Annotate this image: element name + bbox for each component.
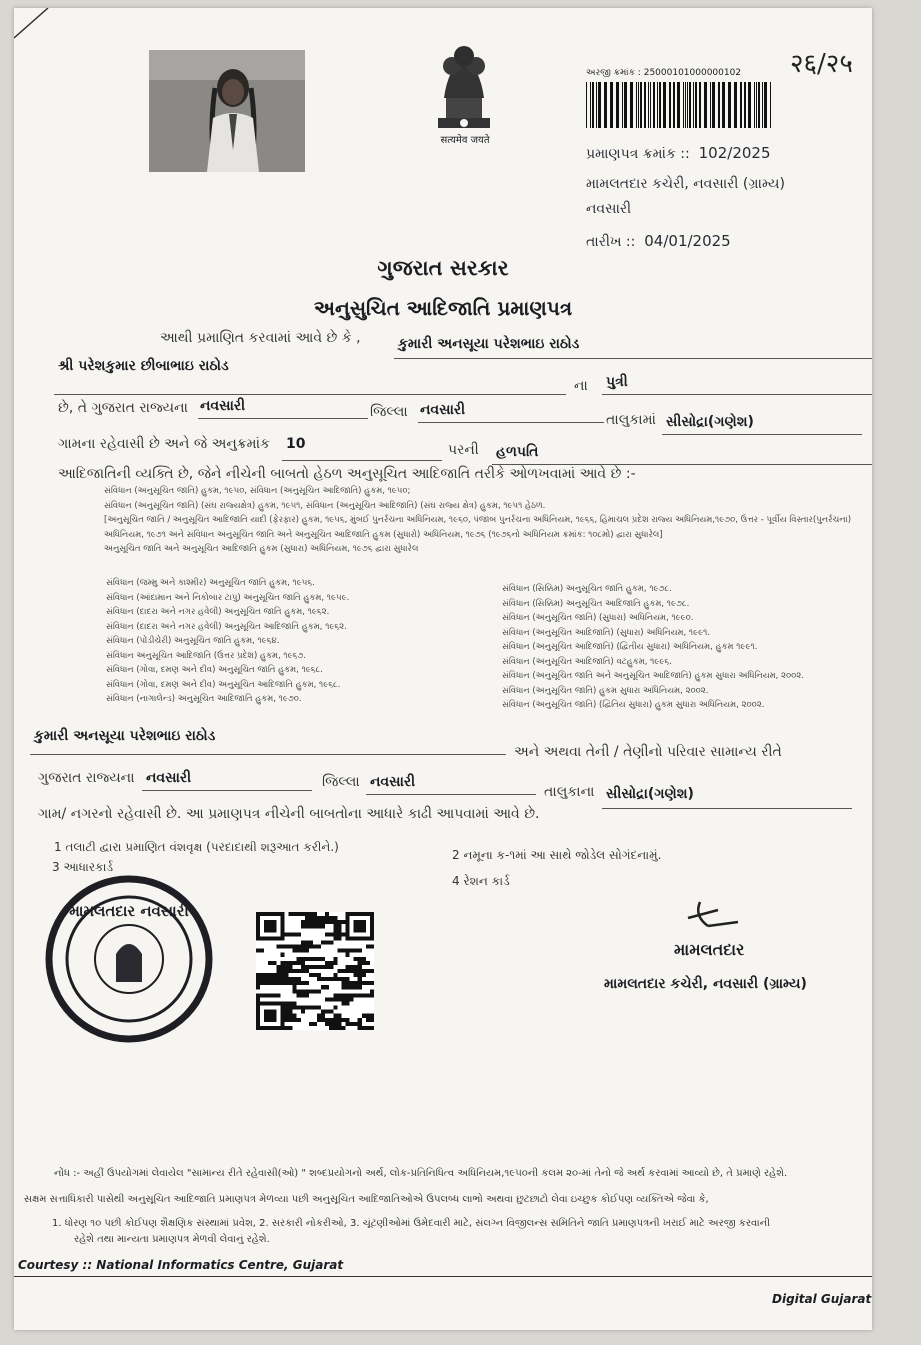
village-text: ગામના રહેવાસી છે અને જે અનુક્રમાંક	[58, 436, 270, 452]
district-2: નવસારી	[370, 774, 416, 790]
state-district: નવસારી	[200, 398, 246, 414]
state-district-2: નવસારી	[146, 770, 192, 786]
applicant-name: કુમારી અનસૂયા પરેશભાઇ રાઠોડ	[398, 336, 580, 352]
serial-number: 10	[286, 436, 306, 452]
emblem-motto: सत्यमेव जयते	[440, 135, 490, 146]
order-item: સંવિધાન (આંદામાન અને નિકોબાર ટાપુ) અનુસૂચિત જાતિ હુકમ, ૧૯૫૯.	[106, 592, 350, 603]
order-item: અધિનિયમ, ૧૯૭૧ અને સંવિધાન અનુસૂચિત જાતિ અને અનુસૂચિત આદિજાતિ હુકમ (સુધારો) અધિનિયમ, ૧૯૭૬ (૧૯૭૬નો અધિનિયમ ક્રમાંક: ૧૦૮મો) દ્વારા સુધારેલ]	[104, 529, 663, 540]
intro-text: આથી પ્રમાણિત કરવામાં આવે છે કે ,	[160, 330, 361, 346]
requirement-2: 2 નમૂના ક-૧માં આ સાથે જોડેલ સોગંદનામું.	[452, 848, 662, 862]
requirement-1: 1 તલાટી દ્વારા પ્રમાણિત વંશવૃક્ષ (પરદાદાથી શરૂઆત કરીને.)	[54, 840, 339, 854]
order-item: સંવિધાન (ગોવા, દમણ અને દીવ) અનુસૂચિત આદિજાતિ હુકમ, ૧૯૬૮.	[106, 679, 341, 690]
order-item: સંવિધાન (અનુસૂચિત જાતિ) હુકમ સુધારા અધિનિયમ, ૨૦૦૨.	[502, 685, 709, 696]
government-title: ગુજરાત સરકાર	[377, 256, 509, 280]
recognition-text: આદિજાતિની વ્યક્તિ છે, જેને નીચેની બાબતો હેઠળ અનુસૂચિત આદિજાતિ તરીકે ઓળખવામાં આવે છે :-	[58, 466, 636, 482]
basis-text: ગામ/ નગરનો રહેવાસી છે. આ પ્રમાણપત્ર નીચેની બાબતોના આધારે કાઢી આપવામાં આવે છે.	[38, 806, 540, 822]
qr-code	[256, 912, 374, 1030]
certificate-title: અનુસુચિત આદિજાતિ પ્રમાણપત્ર	[313, 296, 573, 320]
order-item: સંવિધાન (દાદરા અને નગર હવેલી) અનુસૂચિત આદિજાતિ હુકમ, ૧૯૬૨.	[106, 621, 347, 632]
order-item: સંવિધાન (અનુસૂચિત આદિજાતિ) (દ્વિતીય સુધારા) અધિનિયમ, હુકમ ૧૯૯૧.	[502, 642, 758, 652]
parni-label: પરની	[448, 442, 479, 458]
certificate-number: પ્રમાણપત્ર ક્રમાંક :: 102/2025	[586, 144, 771, 162]
requirement-4: 4 રેશન કાર્ડ	[452, 874, 510, 888]
note-2: સક્ષમ સત્તાધિકારી પાસેથી અનુસૂચિત આદિજાતિ પ્રમાણપત્ર મેળવ્યા પછી અનુસૂચિત આદિજાતિઓએ ઉપલબ્ધ લાભો અથવા છુટછાટો લેવા ઇચ્છુક કોઈપણ વ્યક્તિએ જેવા કે,	[24, 1194, 709, 1205]
issuing-district: નવસારી	[586, 201, 632, 217]
note-3: 1. ધોરણ ૧૦ પછી કોઈપણ શૈક્ષણિક સંસ્થામાં પ્રવેશ, 2. સરકારી નોકરીઓ, 3. ચૂંટણીઓમાં ઉમેદવારી માટે, સંલગ્ન વિજીલન્સ સમિતિને જાતિ પ્રમાણપત્રની ખરાઈ માટે અરજી કરવાની	[52, 1218, 771, 1229]
footer-brand: Digital Gujarat	[772, 1292, 872, 1306]
father-name: શ્રી પરેશકુમાર છીબાભાઇ રાઠોડ	[58, 358, 229, 374]
order-item: સંવિધાન (દાદરા અને નગર હવેલી) અનુસૂચિત જાતિ હુકમ, ૧૯૬૨.	[106, 607, 330, 617]
signatory-title: મામલતદાર	[674, 940, 745, 959]
application-number: અરજી ક્રમાંક : 25000101000000102	[586, 68, 742, 78]
handwritten-reference: २६/२५	[790, 49, 853, 79]
state-text: છે, તે ગુજરાત રાજ્યના	[58, 400, 188, 416]
taluka-label-2: તાલુકાના	[544, 784, 595, 800]
family-text: અને અથવા તેની / તેણીનો પરિવાર સામાન્ય રીતે	[514, 744, 782, 760]
order-item: સંવિધાન (નાગાલેન્ડ) અનુસૂચિત આદિજાતિ હુકમ, ૧૯૭૦.	[106, 694, 302, 704]
barcode	[586, 82, 774, 128]
order-item: સંવિધાન (અનુસૂચિત જાતિ અને અનુસૂચિત આદિજાતિ) હુકમ સુધારા અધિનિયમ, ૨૦૦૨.	[502, 671, 804, 681]
national-emblem-icon	[424, 38, 504, 134]
taluka-label: તાલુકામાં	[606, 412, 656, 428]
tribe-name: હળપતિ	[496, 444, 539, 460]
applicant-name-repeat: કુમારી અનસૂયા પરેશભાઇ રાઠોડ	[34, 728, 216, 744]
order-item: સંવિધાન અનુસૂચિત આદિજાતિ (ઉત્તર પ્રદેશ) હુકમ, ૧૯૬૭.	[106, 650, 307, 661]
issuing-office: મામલતદાર કચેરી, નવસારી (ગ્રામ્ય)	[586, 176, 785, 192]
order-item: અનુસૂચિત જાતિ અને અનુસૂચિત આદિજાતિ હુકમ (સુધારા) અધિનિયમ, ૧૯૭૬ દ્વારા સુધારેલ	[104, 544, 419, 554]
district-label: જિલ્લા	[370, 404, 408, 420]
taluka-2: સીસોદ્રા(ગણેશ)	[606, 786, 694, 802]
signature-icon	[678, 896, 748, 936]
district-label-2: જિલ્લા	[322, 774, 360, 790]
order-item: સંવિધાન (ગોવા, દમણ અને દીવ) અનુસૂચિત જાતિ હુકમ, ૧૯૬૮.	[106, 665, 323, 675]
relation: પુત્રી	[606, 374, 628, 390]
na-label: ના	[574, 378, 588, 394]
taluka: સીસોદ્રા(ગણેશ)	[666, 414, 754, 430]
order-item: સંવિધાન (સિક્કિમ) અનુસૂચિત જાતિ હુકમ, ૧૯૭૮.	[502, 584, 672, 594]
order-item: [અનુસૂચિત જાતિ / અનુસૂચિત આદિજાતિ યાદી (ફેરફાર) હુકમ, ૧૯૫૬, મુંબઈ પુનર્રચના અધિનિયમ, ૧૯૬૦, પંજાબ પુનર્રચના અધિનિયમ, ૧૯૬૬, હિમાચલ પ્રદેશ રાજ્ય અધિનિયમ,૧૯૭૦, ઉત્તર - પૂર્વીય વિસ્તાર(પુનર્રચના)	[104, 515, 852, 525]
order-item: સંવિધાન (અનુસૂચિત જાતિ) હુકમ, ૧૯૫૦, સંવિધાન (અનુસૂચિત આદિજાતિ) હુકમ, ૧૯૫૦;	[104, 486, 411, 496]
order-item: સંવિધાન (અનુસૂચિત જાતિ) (સુધારા) અધિનિયમ, ૧૯૯૦.	[502, 613, 694, 623]
issue-date: તારીખ :: 04/01/2025	[586, 232, 731, 250]
order-item: સંવિધાન (અનુસૂચિત આદિજાતિ) વટહુકમ, ૧૯૯૬.	[502, 656, 672, 667]
official-seal-icon	[44, 874, 214, 1044]
footer-courtesy: Courtesy :: National Informatics Centre, Gujarat	[18, 1258, 344, 1272]
note-1: નોંધ :- અહીં ઉપયોગમાં લેવાયેલ "સામાન્ય રીતે રહેવાસી(ઓ) " શબ્દપ્રયોગનો અર્થ, લોક-પ્રતિનિધિત્વ અધિનિયમ,૧૯૫૦ની કલમ ૨૦-માં તેનો જે અર્થ કરવામાં આવ્યો છે, તે પ્રમાણે રહેશે.	[54, 1168, 788, 1179]
order-item: સંવિધાન (અનુસૂચિત આદિજાતિ) (સુધારા) અધિનિયમ, ૧૯૯૧.	[502, 627, 711, 638]
district: નવસારી	[420, 402, 466, 418]
fold-mark	[14, 8, 74, 48]
order-item: સંવિધાન (અનુસૂચિત જાતિ) (દ્વિતિય સુધારા) હુકમ સુધારા અધિનિયમ, ૨૦૦૨.	[502, 700, 765, 710]
requirement-3: 3 આધારકાર્ડ	[52, 860, 114, 874]
order-item: સંવિધાન (પોંડીચેરી) અનુસૂચિત જાતિ હુકમ, ૧૯૬૪.	[106, 636, 280, 646]
state-text-2: ગુજરાત રાજ્યના	[38, 770, 135, 786]
signatory-office: મામલતદાર કચેરી, નવસારી (ગ્રામ્ય)	[604, 976, 807, 992]
note-4: રહેશે તથા માન્યતા પ્રમાણપત્ર મેળવી લેવાનું રહેશે.	[74, 1234, 270, 1245]
svg-text:મામલતદાર નવસારી: મામલતદાર નવસારી	[69, 902, 189, 920]
applicant-photo	[149, 50, 305, 172]
order-item: સંવિધાન (અનુસૂચિત જાતિ) (સંઘ રાજ્યક્ષેત્ર) હુકમ, ૧૯૫૧, સંવિધાન (અનુસૂચિત આદિજાતિ) (સંઘ રાજ્ય ક્ષેત્ર) હુકમ, ૧૯૫૧ હેઠળ.	[104, 500, 546, 511]
order-item: સંવિધાન (જમ્મુ અને કાશ્મીર) અનુસૂચિત જાતિ હુકમ, ૧૯૫૬.	[106, 578, 315, 588]
order-item: સંવિધાન (સિક્કિમ) અનુસૂચિત આદિજાતિ હુકમ, ૧૯૭૮.	[502, 598, 690, 609]
certificate-page	[14, 8, 872, 1330]
